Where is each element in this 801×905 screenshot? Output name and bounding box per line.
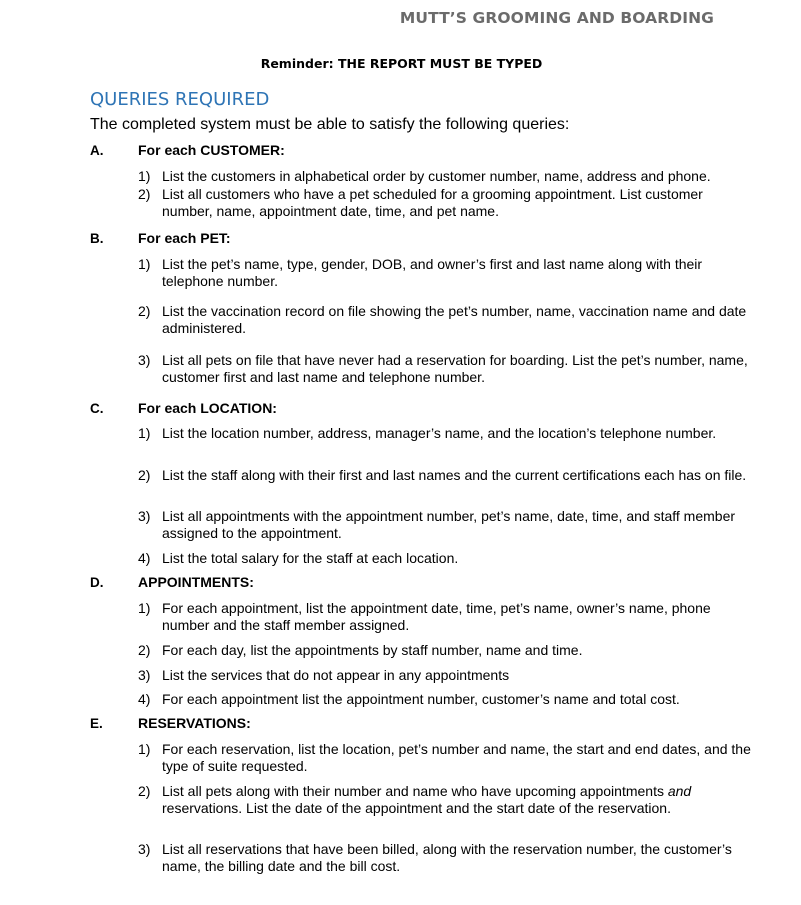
intro-text: The completed system must be able to satisfy the following queries: <box>90 116 570 133</box>
list-number: 2) <box>138 783 151 799</box>
list-item: List the location number, address, manager’s name, and the location’s telephone number. <box>162 425 717 441</box>
list-number: 2) <box>138 186 151 202</box>
list-item: List all appointments with the appointment number, pet’s name, date, time, and staff member assigned to the appointment. <box>162 508 736 541</box>
list-item-text: List all pets along with their number and name who have upcoming appointments <box>162 783 664 799</box>
section-heading-pet: For each PET: <box>138 230 231 246</box>
emphasis-text: and <box>667 783 692 799</box>
list-number: 1) <box>138 425 151 441</box>
list-item: For each day, list the appointments by staff number, name and time. <box>162 642 583 658</box>
list-number: 2) <box>138 467 151 483</box>
list-item: List the customers in alphabetical order by customer number, name, address and phone. <box>162 168 711 184</box>
list-item <box>162 783 752 817</box>
list-number: 1) <box>138 168 151 184</box>
list-item: List all reservations that have been billed, along with the reservation number, the customer’s name, the billing date and the bill cost. <box>162 841 732 874</box>
reminder-note: Reminder: THE REPORT MUST BE TYPED <box>260 56 543 71</box>
list-number: 1) <box>138 600 151 616</box>
list-number: 1) <box>138 256 151 272</box>
list-number: 3) <box>138 841 151 857</box>
section-heading-appointments: APPOINTMENTS: <box>138 574 254 590</box>
list-item: List all customers who have a pet scheduled for a grooming appointment. List customer number, name, appointment date, time, and pet name. <box>162 186 703 219</box>
list-item: For each appointment, list the appointment date, time, pet’s name, owner’s name, phone number and the staff member assigned. <box>162 600 711 633</box>
list-item: List the staff along with their first and last names and the current certifications each has on file. <box>162 467 747 483</box>
list-number: 3) <box>138 667 151 683</box>
list-number: 3) <box>138 508 151 524</box>
section-letter-c: C. <box>90 401 104 416</box>
list-item: For each reservation, list the location, pet’s number and name, the start and end dates, and the type of suite requested. <box>162 741 751 774</box>
list-item: List the pet’s name, type, gender, DOB, and owner’s first and last name along with their telephone number. <box>162 256 703 289</box>
section-letter-b: B. <box>90 231 104 246</box>
list-item-text: reservations. List the date of the appointment and the start date of the reservation. <box>162 800 671 816</box>
list-item: List the vaccination record on file showing the pet’s number, name, vaccination name and date administered. <box>162 303 747 336</box>
list-number: 2) <box>138 642 151 658</box>
section-letter-e: E. <box>90 716 103 731</box>
list-number: 4) <box>138 550 151 566</box>
list-number: 3) <box>138 352 151 368</box>
section-heading-reservations: RESERVATIONS: <box>138 715 251 731</box>
list-item: List the total salary for the staff at each location. <box>162 550 459 566</box>
section-title: QUERIES REQUIRED <box>90 89 270 110</box>
list-item: List the services that do not appear in any appointments <box>162 667 510 683</box>
list-number: 1) <box>138 741 151 757</box>
section-letter-a: A. <box>90 143 104 158</box>
section-letter-d: D. <box>90 575 104 590</box>
section-heading-location: For each LOCATION: <box>138 400 277 416</box>
list-number: 2) <box>138 303 151 319</box>
list-number: 4) <box>138 691 151 707</box>
section-heading-customer: For each CUSTOMER: <box>138 142 285 158</box>
list-item: For each appointment list the appointment number, customer’s name and total cost. <box>162 691 680 707</box>
document-header: MUTT’S GROOMING AND BOARDING <box>399 9 714 27</box>
list-item: List all pets on file that have never had a reservation for boarding. List the pet’s number, name, customer first and last name and telephone number. <box>162 352 748 385</box>
